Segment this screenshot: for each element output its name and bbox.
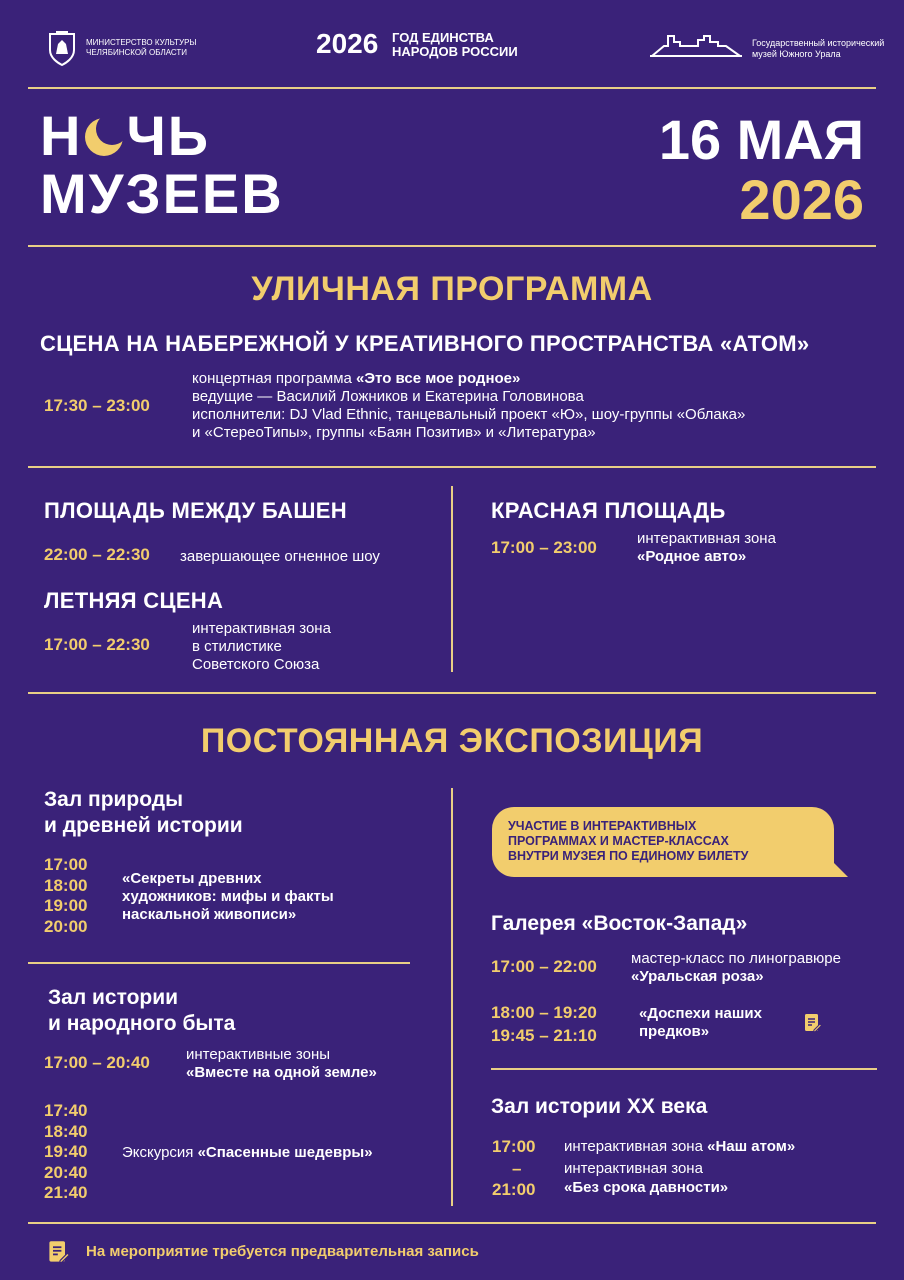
year-line-1: ГОД ЕДИНСТВА (392, 30, 494, 45)
museum-line-1: Государственный исторический (752, 38, 885, 48)
stage-atom-hosts: ведущие — Василий Ложников и Екатерина Головинова (192, 388, 584, 405)
registration-note-icon (48, 1240, 70, 1264)
tour-time-4: 20:40 (44, 1162, 88, 1182)
towers-square-title: ПЛОЩАДЬ МЕЖДУ БАШЕН (44, 498, 347, 523)
xx-desc-line2: интерактивная зона (564, 1160, 703, 1177)
folk-desc-line1: интерактивные зоны (186, 1046, 331, 1063)
street-program-title: УЛИЧНАЯ ПРОГРАММА (251, 270, 653, 308)
tour-time-3: 19:40 (44, 1142, 88, 1161)
summer-stage-desc-line2: в стилистике (192, 638, 282, 655)
folk-hall-title-line2: и народного быта (48, 1012, 236, 1035)
towers-square-desc: завершающее огненное шоу (180, 548, 380, 565)
gallery-time-2: 18:00 – 19:20 (491, 1003, 597, 1022)
event-date: 16 МАЯ (658, 108, 864, 171)
divider-top (28, 87, 876, 89)
event-title (40, 104, 360, 228)
summer-stage-desc (192, 620, 331, 674)
folk-hall-title (48, 985, 235, 1037)
tour-time-1: 17:40 (44, 1101, 88, 1120)
nature-time-1: 17:00 (44, 855, 88, 874)
nature-hall-title-line2: и древней истории (44, 814, 243, 837)
divider-street-1 (28, 466, 876, 468)
divider-street-vertical (451, 486, 453, 672)
nature-time-2: 18:00 (44, 875, 88, 895)
registration-note: На мероприятие требуется предварительная запись (86, 1243, 479, 1260)
bubble-text (508, 819, 748, 864)
moon-o-icon (82, 110, 126, 154)
title-line-2: МУЗЕЕВ (40, 162, 284, 225)
tour-times (44, 1101, 87, 1204)
nature-desc-line1: «Секреты древних (122, 870, 262, 887)
event-year: 2026 (739, 168, 864, 231)
stage-atom-details (192, 370, 745, 442)
xx-hall-title: Зал истории XX века (491, 1095, 708, 1118)
xx-desc-line3: «Без срока давности» (564, 1179, 729, 1196)
stage-atom-time: 17:30 – 23:00 (44, 396, 150, 415)
museum-line-2: музей Южного Урала (752, 49, 841, 59)
gallery-desc2-line1: «Доспехи наших (639, 1005, 762, 1022)
nature-desc-line2: художников: мифы и факты (122, 888, 334, 905)
gallery-time-1: 17:00 – 22:00 (491, 957, 597, 976)
title-letters-chy: ЧЬ (126, 104, 211, 167)
red-square-title: КРАСНАЯ ПЛОЩАДЬ (491, 498, 726, 523)
tour-time-5: 21:40 (44, 1183, 88, 1202)
museum-logo (650, 32, 885, 62)
year-number: 2026 (316, 28, 379, 59)
stage-atom-performers-2: и «СтереоТипы», группы «Баян Позитив» и «Литература» (192, 424, 596, 441)
divider-perm-left (28, 962, 410, 964)
red-square-time: 17:00 – 23:00 (491, 538, 597, 557)
xx-hall-desc (564, 1137, 795, 1197)
tour-prefix: Экскурсия (122, 1144, 198, 1161)
bubble-line3: ВНУТРИ МУЗЕЯ ПО ЕДИНОМУ БИЛЕТУ (508, 849, 749, 863)
bubble-line2: ПРОГРАММАХ И МАСТЕР-КЛАССАХ (508, 834, 729, 848)
summer-stage-title: ЛЕТНЯЯ СЦЕНА (44, 588, 224, 613)
divider-perm-right (491, 1068, 877, 1070)
gallery-title: Галерея «Восток-Запад» (491, 912, 748, 935)
divider-hero (28, 245, 876, 247)
stage-atom-performers-1: исполнители: DJ Vlad Ethnic, танцевальный проект «Ю», шоу-группы «Облака» (192, 406, 746, 423)
folk-hall-title-line1: Зал истории (48, 986, 179, 1009)
gallery-desc-1 (631, 950, 841, 986)
tour-desc (122, 1144, 373, 1162)
year-line-2: НАРОДОВ РОССИИ (392, 44, 518, 59)
stage-atom-title: СЦЕНА НА НАБЕРЕЖНОЙ У КРЕАТИВНОГО ПРОСТРАНСТВА «АТОМ» (40, 331, 810, 356)
single-ticket-bubble (490, 805, 850, 881)
tour-time-2: 18:40 (44, 1121, 88, 1141)
xx-time-dash: – (512, 1159, 522, 1178)
nature-desc-line3: наскальной живописи» (122, 906, 297, 923)
title-letter-n: Н (40, 104, 83, 167)
xx-desc-line1-prefix: интерактивная зона (564, 1138, 708, 1155)
bubble-line1: УЧАСТИЕ В ИНТЕРАКТИВНЫХ (508, 819, 697, 833)
registration-required-icon (804, 1013, 822, 1033)
divider-street-2 (28, 692, 876, 694)
towers-square-time: 22:00 – 22:30 (44, 545, 150, 564)
year-of-unity-logo (316, 28, 546, 64)
gallery-desc2-line2: предков» (639, 1023, 710, 1040)
summer-stage-desc-line3: Советского Союза (192, 656, 320, 673)
ministry-line-1: МИНИСТЕРСТВО КУЛЬТУРЫ (86, 38, 197, 47)
gallery-desc1-line2: «Уральская роза» (631, 968, 764, 985)
divider-perm-vertical (451, 788, 453, 1206)
folk-hall-time: 17:00 – 20:40 (44, 1053, 150, 1072)
stage-atom-line1-prefix: концертная программа (192, 370, 357, 387)
ministry-logo (46, 30, 196, 66)
ministry-line-2: ЧЕЛЯБИНСКОЙ ОБЛАСТИ (86, 48, 188, 57)
nature-hall-title (44, 787, 243, 839)
red-square-desc-line2: «Родное авто» (637, 548, 747, 565)
red-square-desc-line1: интерактивная зона (637, 530, 776, 547)
stage-atom-program-name: «Это все мое родное» (356, 370, 521, 387)
xx-desc-line1-name: «Наш атом» (707, 1138, 796, 1155)
nature-time-4: 20:00 (44, 916, 88, 936)
gallery-time-3: 19:45 – 21:10 (491, 1026, 597, 1045)
xx-time-end: 21:00 (492, 1180, 536, 1199)
gallery-desc-2 (639, 1005, 762, 1041)
kremlin-skyline-icon (650, 32, 742, 58)
permanent-exhibition-title: ПОСТОЯННАЯ ЭКСПОЗИЦИЯ (200, 722, 704, 760)
red-square-desc (637, 530, 776, 566)
nature-hall-times (44, 855, 87, 937)
coat-of-arms-icon (46, 30, 78, 66)
summer-stage-time: 17:00 – 22:30 (44, 635, 150, 654)
nature-hall-desc (122, 870, 334, 924)
folk-desc-line2: «Вместе на одной земле» (186, 1064, 377, 1081)
folk-hall-desc (186, 1046, 377, 1082)
divider-bottom (28, 1222, 876, 1224)
summer-stage-desc-line1: интерактивная зона (192, 620, 331, 637)
nature-time-3: 19:00 (44, 896, 88, 915)
gallery-desc1-line1: мастер-класс по линогравюре (631, 950, 841, 967)
nature-hall-title-line1: Зал природы (44, 788, 184, 811)
xx-time-start: 17:00 (492, 1137, 536, 1156)
tour-name: «Спасенные шедевры» (197, 1144, 373, 1161)
